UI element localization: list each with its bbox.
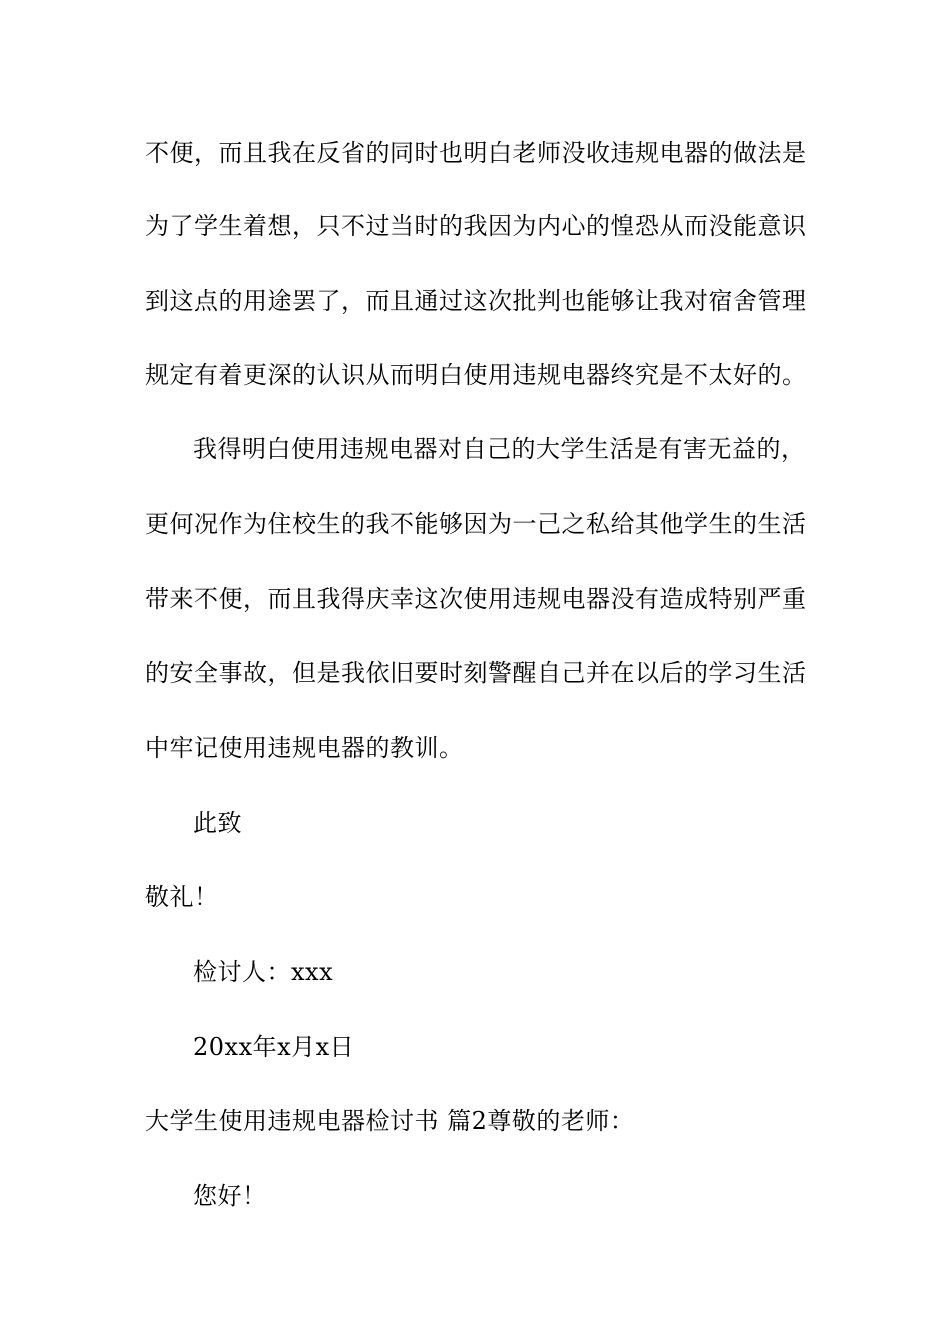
paragraph-line: 的安全事故，但是我依旧要时刻警醒自己并在以后的学习生活: [145, 659, 807, 687]
paragraph-line: 规定有着更深的认识从而明白使用违规电器终究是不太好的。: [145, 361, 807, 389]
paragraph-line: 带来不便，而且我得庆幸这次使用违规电器没有造成特别严重: [145, 585, 807, 613]
paragraph-line: 为了学生着想，只不过当时的我因为内心的惶恐从而没能意识: [145, 212, 807, 240]
closing-cizhi: 此致: [193, 809, 242, 837]
section-heading: 大学生使用违规电器检讨书 篇2尊敬的老师：: [145, 1107, 635, 1135]
date-line: 20xx年x月x日: [193, 1033, 355, 1061]
signer-line: 检讨人：xxx: [193, 958, 334, 986]
paragraph-line: 不便，而且我在反省的同时也明白老师没收违规电器的做法是: [145, 139, 807, 167]
paragraph-line: 更何况作为住校生的我不能够因为一己之私给其他学生的生活: [145, 510, 807, 538]
greeting-line: 您好！: [193, 1182, 267, 1210]
closing-jingli: 敬礼！: [145, 883, 219, 911]
paragraph-line: 中牢记使用违规电器的教训。: [145, 734, 464, 762]
paragraph-line: 我得明白使用违规电器对自己的大学生活是有害无益的，: [193, 435, 806, 463]
paragraph-line: 到这点的用途罢了，而且通过这次批判也能够让我对宿舍管理: [145, 287, 807, 315]
